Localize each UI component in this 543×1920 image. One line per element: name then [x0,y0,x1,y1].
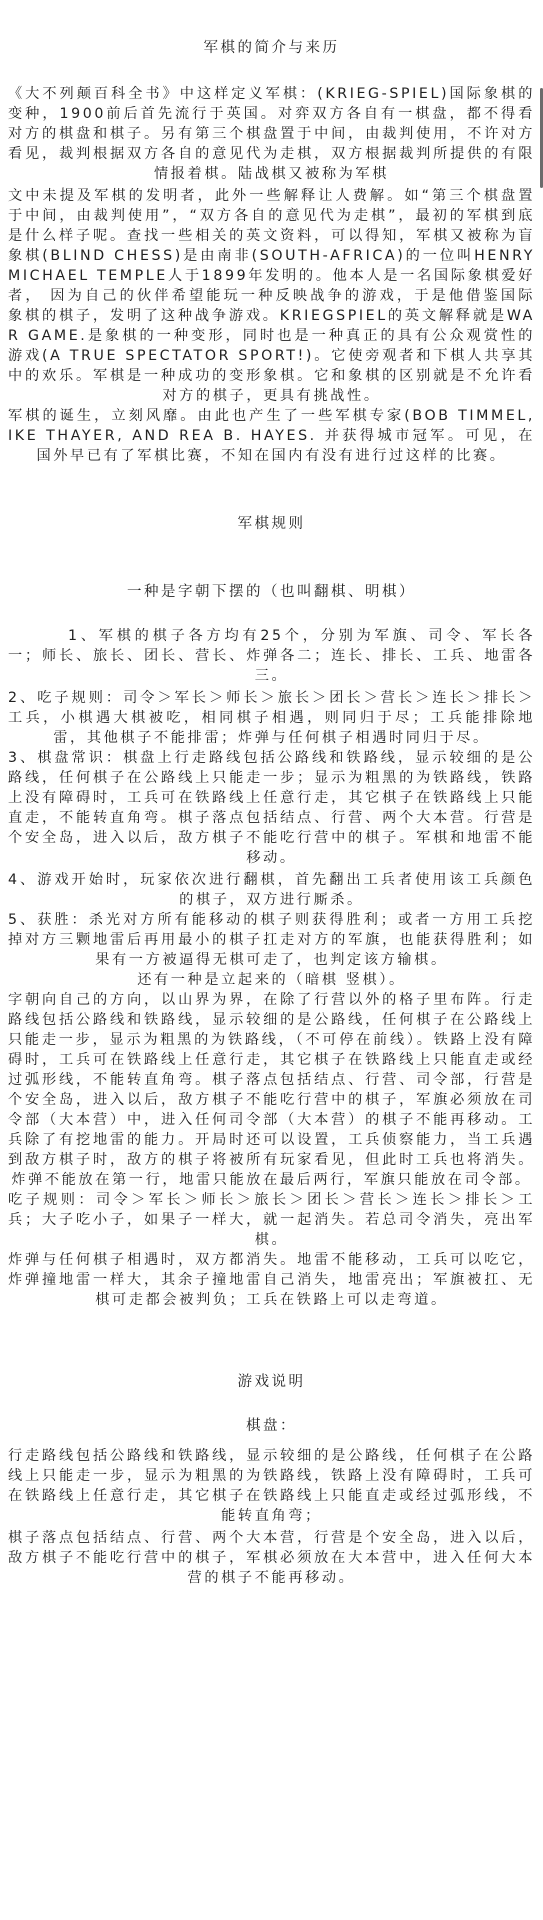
game-title: 游戏说明 [237,1374,306,1390]
rules-second-end: 炸弹与任何棋子相遇时，双方都消失。地雷不能移动，工兵可以吃它，炸弹撞地雷一样大，其余子撞地雷自己消失，地雷亮出；军旗被扛、无棋可走都会被判负；工兵在铁路上可以走弯道。 [8,1252,535,1308]
rule-item-4: 4、游戏开始时，玩家依次进行翻棋，首先翻出工兵者使用该工兵颜色的棋子，双方进行厮杀。 [8,872,535,908]
intro-paragraph-1: 《大不列颠百科全书》中这样定义军棋：(KRIEG-SPIEL)国际象棋的变种，1900前后首先流行于英国。对弈双方各自有一棋盘，都不得看对方的棋盘和棋子。另有第三个棋盘置于中间，由裁判使用，不许对方看见，裁判根据双方各自的意见代为走棋，双方根据裁判所提供的有限情报着棋。陆战棋又被称为军棋 [8,86,535,182]
rule-item-3: 3、棋盘常识：棋盘上行走路线包括公路线和铁路线，显示较细的是公路线，任何棋子在公路线上只能走一步；显示为粗黑的为铁路线，铁路上没有障碍时，工兵可在铁路线上任意行走，其它棋子在铁路线上只能直走，不能转直角弯。棋子落点包括结点、行营、两个大本营。行营是个安全岛，进入以后，敌方棋子不能吃行营中的棋子。军棋和地雷不能移动。 [8,750,535,866]
rule-item-5: 5、获胜：杀光对方所有能移动的棋子则获得胜利；或者一方用工兵挖掉对方三颗地雷后再用最小的棋子扛走对方的军旗，也能获得胜利；如果有一方被逼得无棋可走了，也判定该方输棋。 [8,912,535,968]
rules-second-type: 还有一种是立起来的（暗棋 竖棋）。 [137,972,406,988]
rules-subtitle: 一种是字朝下摆的（也叫翻棋、明棋） [127,584,416,600]
rules-title: 军棋规则 [237,516,306,532]
board-paragraph-1: 行走路线包括公路线和铁路线，显示较细的是公路线，任何棋子在公路线上只能走一步，显示为粗黑的为铁路线，铁路上没有障碍时，工兵可在铁路线上任意行走，其它棋子在铁路线上只能直走或经过弧形线，不能转直角弯； [8,1448,535,1524]
rules-second-text: 字朝向自己的方向，以山界为界，在除了行营以外的格子里布阵。行走路线包括公路线和铁路线，显示较细的是公路线，任何棋子在公路线上只能走一步，显示为粗黑的为铁路线，（不可停在前线）。铁路上没有障碍时，工兵可在铁路线上任意行走，其它棋子在铁路线上只能直走或经过弧形线，不能转直角弯。棋子落点包括结点、行营、司令部，行营是个安全岛，进入以后，敌方棋子不能吃行营中的棋子，军旗必须放在司令部（大本营）中，进入任何司令部（大本营）的棋子不能再移动。工兵除了有挖地雷的能力。开局时还可以设置，工兵侦察能力，当工兵遇到敌方棋子时，敌方的棋子将被所有玩家看见，但此时工兵也将消失。炸弹不能放在第一行，地雷只能放在最后两行，军旗只能放在司令部。 [8,992,535,1188]
board-paragraph-2: 棋子落点包括结点、行营、两个大本营，行营是个安全岛，进入以后，敌方棋子不能吃行营中的棋子，军棋必须放在大本营中，进入任何大本营的棋子不能再移动。 [8,1530,535,1586]
intro-paragraph-3: 军棋的诞生，立刻风靡。由此也产生了一些军棋专家(BOB TIMMEL, IKE THAYER, AND REA B. HAYES. 并获得城市冠军。可见，在国外早已有了军棋比赛，不知在国内有没有进行过这样的比赛。 [8,408,535,464]
board-label: 棋盘： [246,1418,297,1434]
intro-title: 军棋的简介与来历 [203,40,340,56]
rule-item-1: 1、军棋的棋子各方均有25个，分别为军旗、司令、军长各一；师长、旅长、团长、营长、炸弹各二；连长、排长、工兵、地雷各三。 [8,628,535,684]
rule-item-2: 2、吃子规则：司令＞军长＞师长＞旅长＞团长＞营长＞连长＞排长＞工兵，小棋遇大棋被吃，相同棋子相遇，则同归于尽；工兵能排除地雷，其他棋子不能排雷；炸弹与任何棋子相遇时同归于尽。 [8,690,535,746]
intro-paragraph-2: 文中未提及军棋的发明者，此外一些解释让人费解。如“第三个棋盘置于中间，由裁判使用”，“双方各自的意见代为走棋”，最初的军棋到底是什么样子呢。查找一些相关的英文资料，可以得知，军棋又被称为盲象棋(BLIND CHESS)是由南非(SOUTH-AFRICA)的一位叫HENRY MICHAEL TEMPLE人于1899年发明的。他本人是一名国际象棋爱好者， 因为自己的伙伴希望能玩一种反映战争的游戏，于是他借鉴国际象棋的棋子，发明了这种战争游戏。KRIEGSPIEL的英文解释就是WAR GAME.是象棋的一种变形，同时也是一种真正的具有公众观赏性的游戏(A TRUE SPECTATOR SPORT!)。它使旁观者和下棋人共享其中的欢乐。军棋是一种成功的变形象棋。它和象棋的区别就是不允许看对方的棋子，更具有挑战性。 [8,188,535,404]
rules-second-eat: 吃子规则：司令＞军长＞师长＞旅长＞团长＞营长＞连长＞排长＞工兵；大子吃小子，如果子一样大，就一起消失。若总司令消失，亮出军棋。 [8,1192,535,1248]
